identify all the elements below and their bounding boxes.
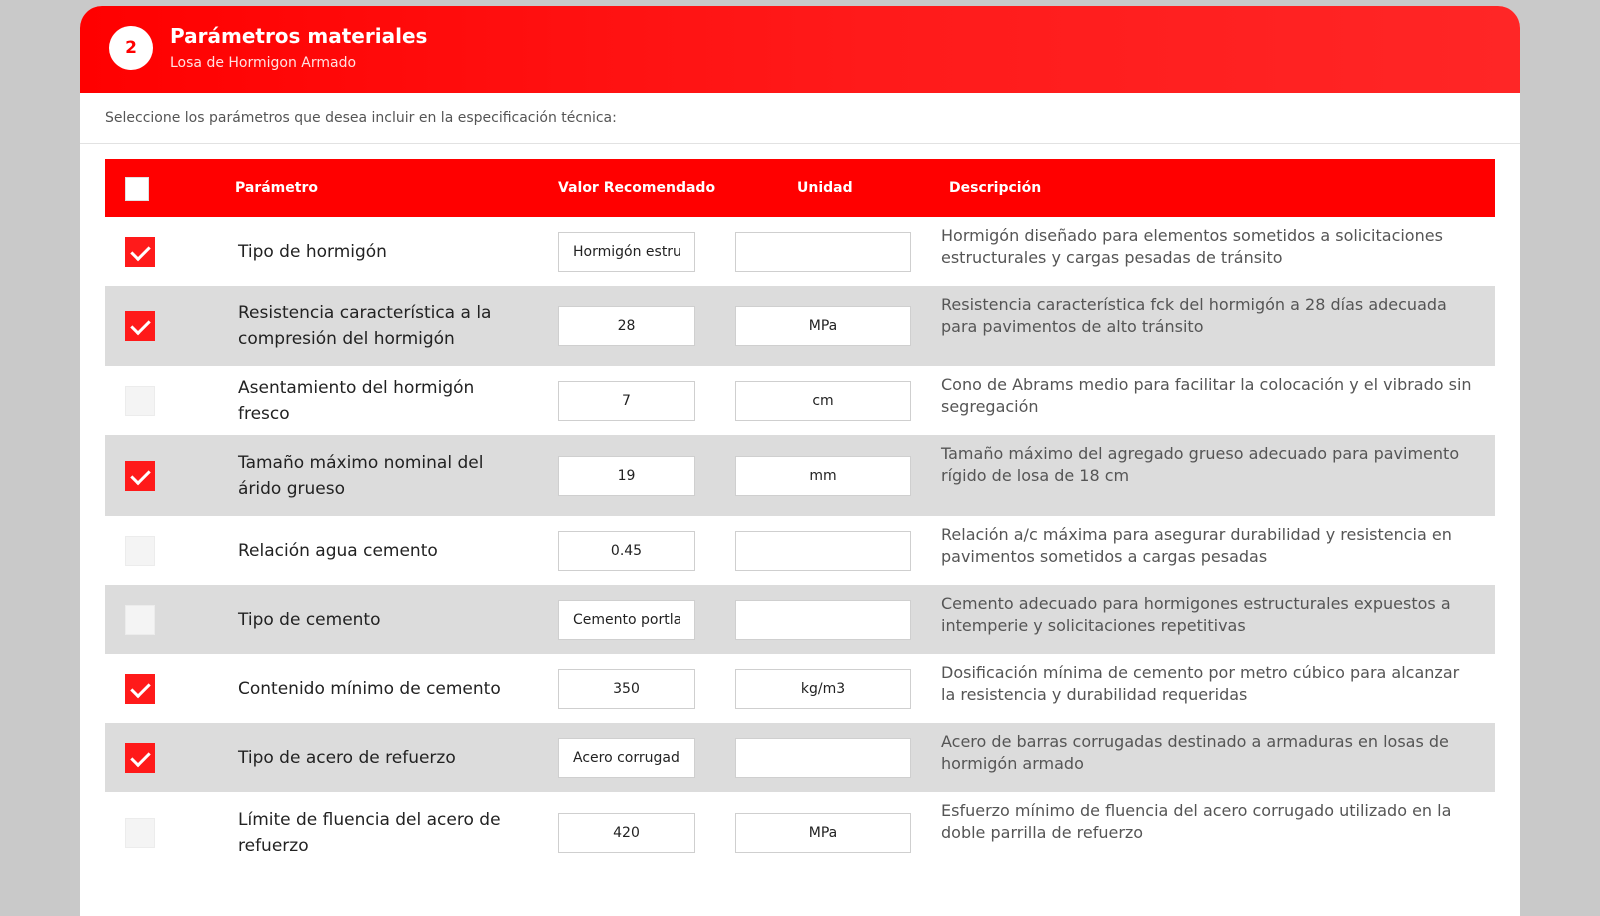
parameter-description: Relación a/c máxima para asegurar durabilidad y resistencia en pavimentos sometidos a cargas pesadas <box>941 525 1452 566</box>
recommended-value-input[interactable] <box>558 381 695 421</box>
row-checkbox-unchecked[interactable] <box>125 818 155 848</box>
parameters-card <box>80 6 1520 916</box>
column-header-parameter: Parámetro <box>235 180 318 196</box>
table-row <box>105 654 1495 723</box>
column-header-unit: Unidad <box>797 180 853 196</box>
parameter-name: Tipo de hormigón <box>238 241 387 262</box>
table-row <box>105 366 1495 435</box>
parameter-name: Tipo de cemento <box>238 609 381 630</box>
parameter-name: Límite de fluencia del acero de refuerzo <box>238 809 501 856</box>
table-row <box>105 435 1495 516</box>
parameter-description: Esfuerzo mínimo de fluencia del acero corrugado utilizado en la doble parrilla de refuerzo <box>941 801 1452 842</box>
table-row <box>105 286 1495 366</box>
row-checkbox-checked[interactable] <box>125 237 155 267</box>
parameter-name: Tipo de acero de refuerzo <box>238 747 456 768</box>
instructions-text: Seleccione los parámetros que desea incluir en la especificación técnica: <box>80 93 1520 144</box>
recommended-value-input[interactable] <box>558 456 695 496</box>
unit-input[interactable] <box>735 813 911 853</box>
parameter-name: Asentamiento del hormigón fresco <box>238 377 475 424</box>
unit-input[interactable] <box>735 381 911 421</box>
parameter-name: Relación agua cemento <box>238 540 438 561</box>
unit-input[interactable] <box>735 669 911 709</box>
parameter-description: Dosificación mínima de cemento por metro cúbico para alcanzar la resistencia y durabilidad requeridas <box>941 663 1460 704</box>
parameter-name: Tamaño máximo nominal del árido grueso <box>238 452 484 499</box>
unit-input[interactable] <box>735 232 911 272</box>
unit-input[interactable] <box>735 456 911 496</box>
parameter-description: Cono de Abrams medio para facilitar la colocación y el vibrado sin segregación <box>941 375 1472 416</box>
unit-input[interactable] <box>735 738 911 778</box>
card-subtitle: Losa de Hormigon Armado <box>170 55 357 71</box>
table-row <box>105 792 1495 873</box>
row-checkbox-unchecked[interactable] <box>125 386 155 416</box>
row-checkbox-checked[interactable] <box>125 461 155 491</box>
row-checkbox-unchecked[interactable] <box>125 536 155 566</box>
parameters-table <box>105 159 1495 873</box>
recommended-value-input[interactable] <box>558 232 695 272</box>
parameter-description: Hormigón diseñado para elementos sometidos a solicitaciones estructurales y cargas pesadas de tránsito <box>941 226 1443 267</box>
table-row <box>105 217 1495 286</box>
table-body <box>105 217 1495 873</box>
parameter-name: Resistencia característica a la compresión del hormigón <box>238 303 492 349</box>
step-number-badge: 2 <box>109 26 153 70</box>
card-title: Parámetros materiales <box>170 24 428 48</box>
table-row <box>105 585 1495 654</box>
unit-input[interactable] <box>735 531 911 571</box>
unit-input[interactable] <box>735 600 911 640</box>
select-all-checkbox[interactable] <box>125 177 149 201</box>
table-row <box>105 723 1495 792</box>
row-checkbox-checked[interactable] <box>125 674 155 704</box>
recommended-value-input[interactable] <box>558 306 695 346</box>
recommended-value-input[interactable] <box>558 669 695 709</box>
parameter-description: Cemento adecuado para hormigones estructurales expuestos a intemperie y solicitaciones repetitivas <box>941 594 1451 635</box>
recommended-value-input[interactable] <box>558 813 695 853</box>
table-row <box>105 516 1495 585</box>
column-header-description: Descripción <box>949 180 1042 196</box>
row-checkbox-checked[interactable] <box>125 743 155 773</box>
parameter-description: Acero de barras corrugadas destinado a armaduras en losas de hormigón armado <box>941 732 1449 773</box>
table-header <box>105 159 1495 217</box>
recommended-value-input[interactable] <box>558 531 695 571</box>
unit-input[interactable] <box>735 306 911 346</box>
parameter-name: Contenido mínimo de cemento <box>238 678 501 699</box>
recommended-value-input[interactable] <box>558 738 695 778</box>
column-header-recommended-value: Valor Recomendado <box>558 180 716 196</box>
recommended-value-input[interactable] <box>558 600 695 640</box>
card-header <box>80 6 1520 93</box>
row-checkbox-unchecked[interactable] <box>125 605 155 635</box>
row-checkbox-checked[interactable] <box>125 311 155 341</box>
parameter-description: Tamaño máximo del agregado grueso adecuado para pavimento rígido de losa de 18 cm <box>941 444 1460 485</box>
parameter-description: Resistencia característica fck del hormigón a 28 días adecuada para pavimentos de alto tránsito <box>941 295 1447 336</box>
